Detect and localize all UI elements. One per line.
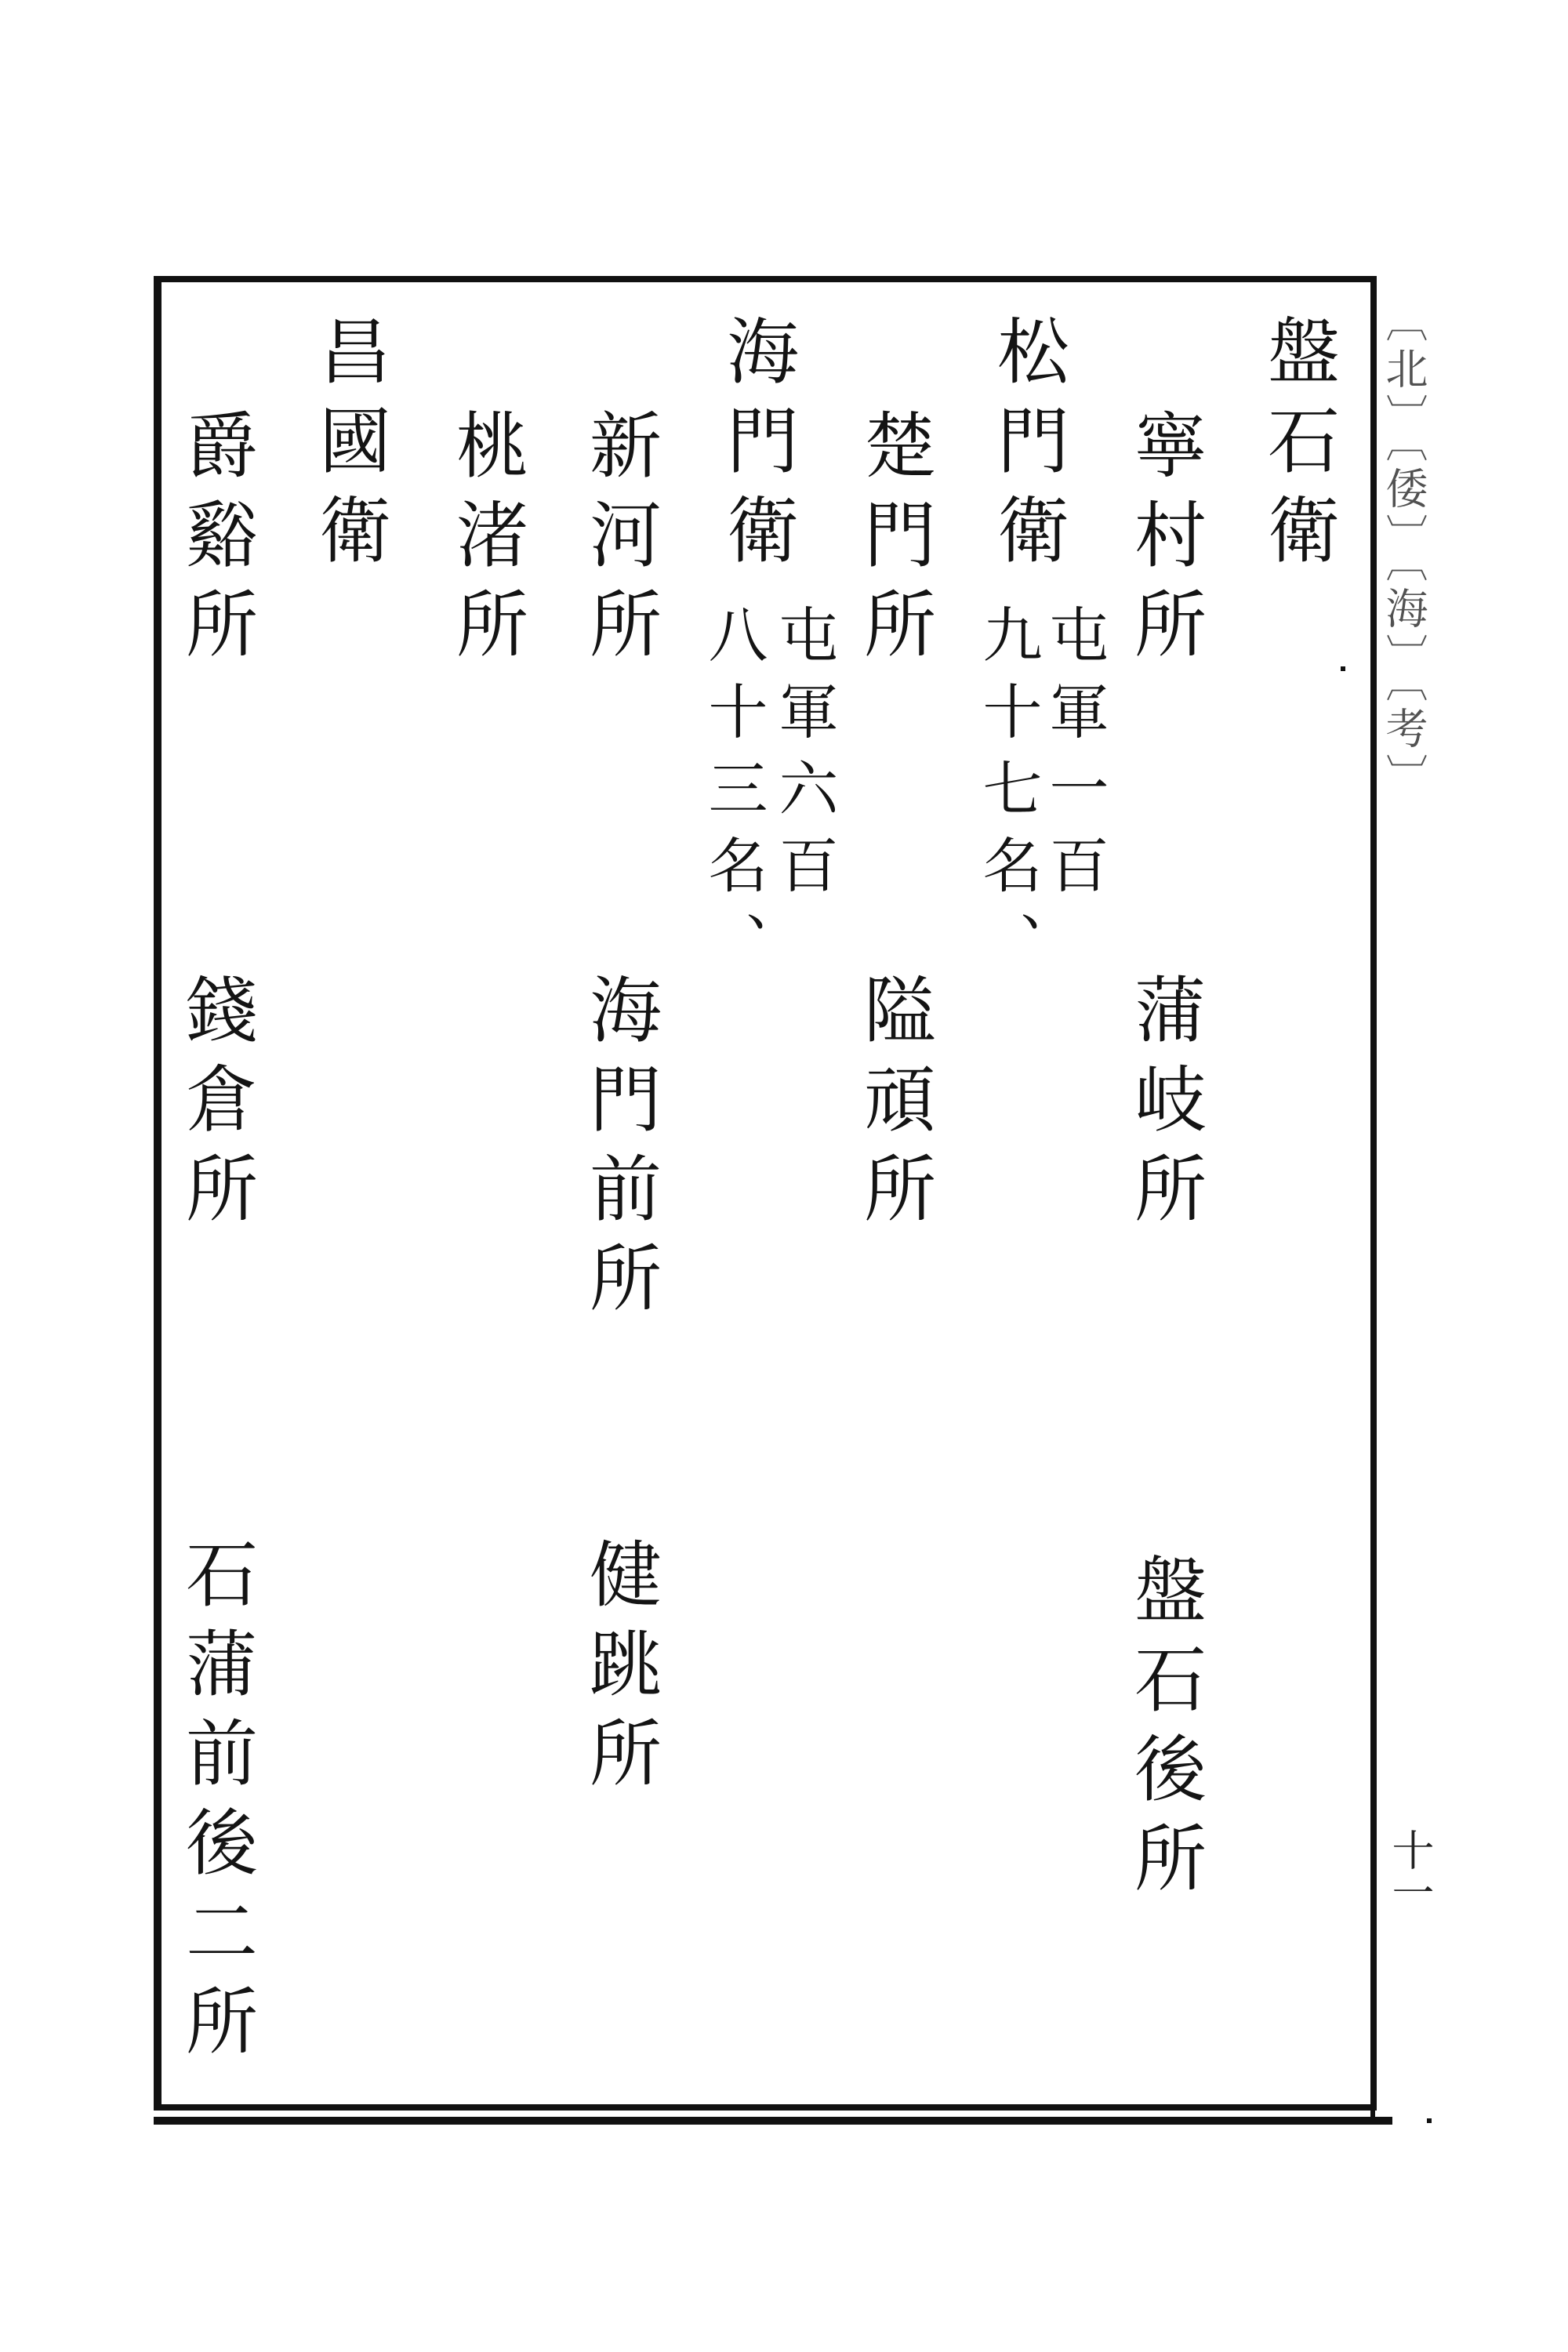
- entry-taozhu-suo: 桃渚所: [445, 408, 528, 676]
- entry-puqi-suo: 蒲岐所: [1123, 972, 1207, 1240]
- entry-ningcun-suo: 寧村所: [1123, 408, 1207, 676]
- entry-xinhe-suo: 新河所: [578, 408, 662, 676]
- entry-jiantiao-suo: 健跳所: [578, 1537, 662, 1805]
- margin-title: 〔北〕〔倭〕〔海〕〔考〕: [1379, 299, 1428, 800]
- entry-chumen-suo: 楚門所: [852, 408, 936, 676]
- heading-changguo-wei: 昌國衛: [307, 314, 391, 582]
- margin-tick: [1341, 666, 1345, 671]
- frame-bottom-rule: [154, 2117, 1392, 2125]
- entry-haimen-qian-suo: 海門前所: [578, 972, 662, 1330]
- entry-jueqi-suo: 爵谿所: [174, 408, 258, 676]
- entry-shipu-qianhou-suo: 石蒲前後二所: [174, 1537, 258, 2073]
- entry-qiancang-suo: 錢倉所: [174, 972, 258, 1240]
- note-haimen-left: 八十三名、: [699, 604, 768, 988]
- note-songmen-right: 屯軍一百: [1040, 604, 1109, 911]
- entry-panshi-hou-suo: 盤石後所: [1123, 1552, 1207, 1910]
- margin-folio: 十一: [1385, 1828, 1435, 1913]
- margin-tick: [1427, 2118, 1432, 2123]
- heading-panshi-wei: 盤石衛: [1256, 314, 1340, 582]
- heading-haimen-wei: 海門衛: [715, 314, 799, 582]
- heading-songmen-wei: 松門衛: [985, 314, 1069, 582]
- note-haimen-right: 屯軍六百: [769, 604, 839, 911]
- margin-strip: [1375, 276, 1435, 2117]
- note-songmen-left: 九十七名、: [973, 604, 1043, 988]
- entry-longxu-suo: 隘頑所: [852, 972, 936, 1240]
